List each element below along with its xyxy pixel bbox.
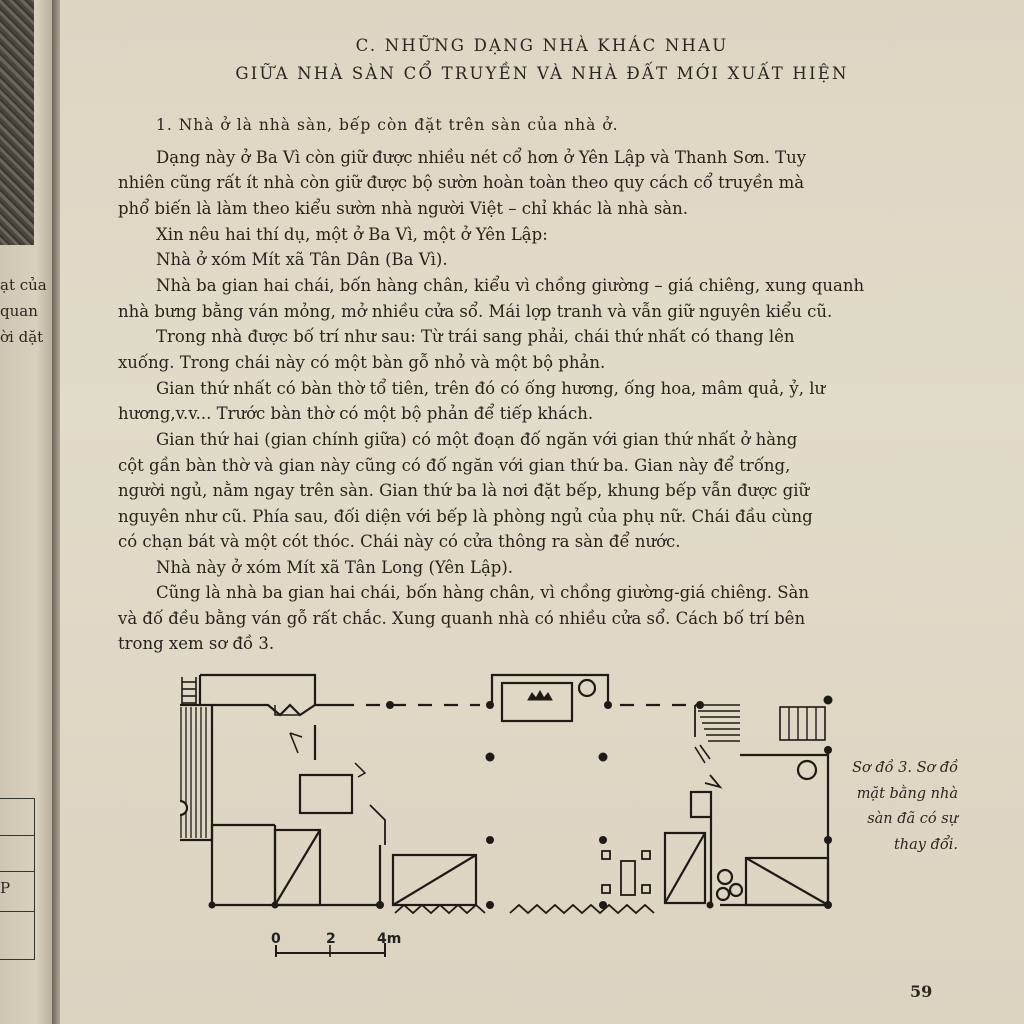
left-page-photo — [0, 0, 34, 245]
body-line: trong xem sơ đồ 3. — [118, 634, 275, 653]
left-fragment: quan — [0, 302, 38, 320]
left-fragment: ời dặt — [0, 328, 44, 346]
body-line: Trong nhà được bố trí như sau: Từ trái sang phải, chái thứ nhất có thang lên — [156, 327, 795, 346]
left-box-mark: P — [0, 879, 11, 897]
body-line: Dạng này ở Ba Vì còn giữ được nhiều nét cổ hơn ở Yên Lập và Thanh Sơn. Tuy — [156, 148, 807, 167]
small-table — [300, 775, 352, 813]
caption-line: sàn đã có sự — [867, 811, 958, 827]
body-line: người ngủ, nằm ngay trên sàn. Gian thứ ba là nơi đặt bếp, khung bếp vẫn được giữ — [118, 481, 810, 500]
body-line: xuống. Trong chái này có một bàn gỗ nhỏ và một bộ phản. — [118, 353, 606, 372]
altar — [492, 675, 608, 721]
body-line: phổ biến là làm theo kiểu sườn nhà người Việt – chỉ khác là nhà sàn. — [118, 199, 689, 218]
hatched-platform — [180, 705, 212, 840]
body-line: nhà bưng bằng ván mỏng, mở nhiều cửa sổ. Mái lợp tranh và vẫn giữ nguyên kiểu cũ. — [118, 302, 833, 321]
body-line: Cũng là nhà ba gian hai chái, bốn hàng chân, vì chồng giường-giá chiêng. Sàn — [156, 583, 809, 602]
section-heading-line-2: GIỮA NHÀ SÀN CỔ TRUYỀN VÀ NHÀ ĐẤT MỚI XUẤT HIỆN — [235, 64, 849, 83]
bed-box-2 — [393, 855, 476, 905]
caption-line: thay đổi. — [893, 836, 958, 853]
furniture-pieces — [602, 851, 650, 895]
section-heading-line-1: C. NHỮNG DẠNG NHÀ KHÁC NHAU — [355, 36, 729, 55]
scale-label-0: 0 — [271, 931, 281, 947]
caption-line: mặt bằng nhà — [856, 785, 958, 802]
caption-line: Sơ đồ 3. Sơ đồ — [852, 760, 958, 776]
body-line: Xin nêu hai thí dụ, một ở Ba Vì, một ở Yên Lập: — [156, 225, 548, 244]
body-line: và đố đều bằng ván gỗ rất chắc. Xung quanh nhà có nhiều cửa sổ. Cách bố trí bên — [118, 609, 806, 628]
body-line: Nhà ở xóm Mít xã Tân Dân (Ba Vì). — [156, 250, 448, 269]
body-line: Gian thứ hai (gian chính giữa) có một đoạn đố ngăn với gian thứ nhất ở hàng — [156, 430, 798, 449]
columns — [209, 696, 833, 910]
body-line: nhiên cũng rất ít nhà còn giữ được bộ sườn hoàn toàn theo quy cách cổ truyền mà — [118, 173, 805, 192]
left-page-edge — [0, 0, 52, 1024]
body-line: có chạn bát và một cót thóc. Chái này có cửa thông ra sàn để nước. — [118, 532, 681, 551]
body-line: Nhà ba gian hai chái, bốn hàng chân, kiểu vì chồng giường – giá chiêng, xung quanh — [156, 276, 865, 295]
figure-caption — [798, 756, 958, 858]
scale-bar — [271, 931, 401, 957]
floor-plan-diagram — [180, 665, 840, 965]
body-line: nguyên như cũ. Phía sau, đối diện với bếp là phòng ngủ của phụ nữ. Chái đầu cùng — [118, 507, 813, 526]
body-line: Gian thứ nhất có bàn thờ tổ tiên, trên đó có ống hương, ống hoa, mâm quả, ỷ, lư — [156, 379, 826, 398]
scale-label-2: 2 — [326, 931, 336, 947]
book-page — [60, 0, 1024, 1024]
bed-box-1 — [275, 830, 320, 905]
scale-label-4m: 4m — [377, 931, 402, 947]
body-line: hương,v.v... Trước bàn thờ có một bộ phản để tiếp khách. — [118, 404, 594, 423]
ladder-left — [182, 677, 196, 705]
body-line: Nhà này ở xóm Mít xã Tân Long (Yên Lập). — [156, 558, 514, 577]
subsection-heading: 1. Nhà ở là nhà sàn, bếp còn đặt trên sàn của nhà ở. — [156, 116, 619, 134]
page-number: 59 — [910, 982, 933, 1001]
left-fragment: ạt của — [0, 276, 47, 294]
body-line: cột gần bàn thờ và gian này cũng có đố ngăn với gian thứ ba. Gian này để trống, — [118, 456, 791, 475]
left-page-table — [0, 798, 35, 960]
